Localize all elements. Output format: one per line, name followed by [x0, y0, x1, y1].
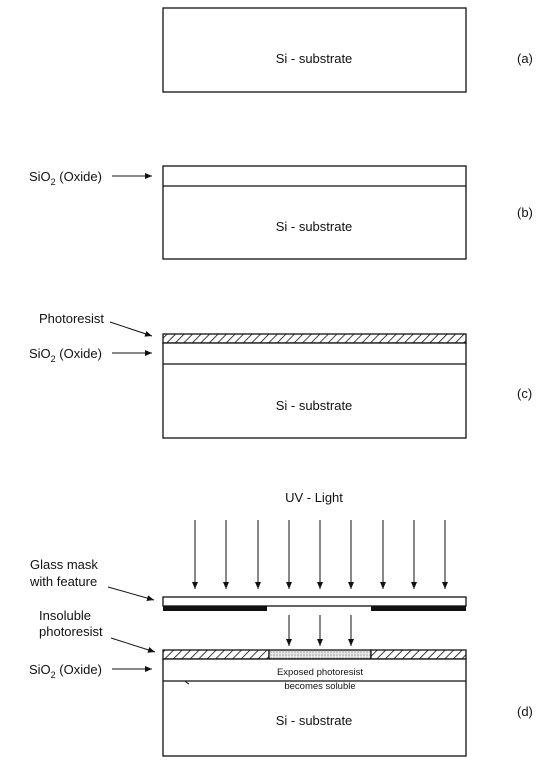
panel-c [29, 311, 532, 438]
glass-mask-label-line1: Glass mask [30, 557, 98, 572]
insoluble-label-line1: Insoluble [39, 608, 92, 623]
substrate-label-d: Si - substrate [275, 713, 353, 728]
insoluble-pointer [111, 638, 155, 652]
panel-tag-a: (a) [517, 51, 533, 66]
transmitted-arrows [289, 615, 351, 646]
exposed-label-line2: becomes soluble [284, 681, 356, 692]
substrate-label-c: Si - substrate [275, 398, 353, 413]
glass-mask-label-line2: with feature [30, 574, 98, 589]
uv-arrows [195, 520, 445, 589]
panel-tag-c: (c) [517, 386, 533, 401]
panel-tag-b: (b) [517, 205, 533, 220]
panel-tag-d: (d) [517, 704, 533, 719]
insoluble-photoresist-left [163, 650, 269, 659]
oxide-label-d: SiO$_2$ (Oxide) [29, 662, 102, 680]
mask-opaque-left [163, 606, 267, 611]
uv-light-label: UV - Light [285, 490, 343, 505]
substrate-label-b: Si - substrate [275, 219, 353, 234]
panel-a [163, 8, 533, 92]
panel-d [29, 490, 533, 756]
oxide-label-c: SiO$_2$ (Oxide) [29, 346, 102, 364]
insoluble-label-line2: photoresist [39, 624, 103, 639]
panel-b [29, 166, 533, 259]
si-substrate-a [163, 8, 466, 92]
oxide-label-b: SiO$_2$ (Oxide) [29, 169, 102, 187]
insoluble-photoresist-right [371, 650, 466, 659]
exposed-photoresist [269, 650, 371, 659]
mask-opaque-right [371, 606, 466, 611]
substrate-label-a: Si - substrate [275, 51, 353, 66]
glass-mask-pointer [108, 587, 154, 600]
photoresist-label-c: Photoresist [39, 311, 105, 326]
photoresist-pointer-c [110, 322, 152, 336]
si-substrate-c [163, 343, 466, 438]
glass-mask [163, 597, 466, 606]
si-substrate-b [163, 166, 466, 259]
exposed-label-line1: Exposed photoresist [276, 667, 364, 678]
photoresist-layer-c [163, 334, 466, 343]
